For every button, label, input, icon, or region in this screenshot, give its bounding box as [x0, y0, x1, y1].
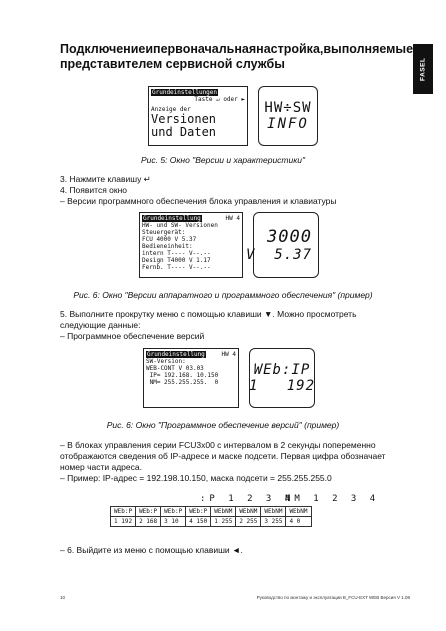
table-cell: 3 10	[161, 517, 186, 527]
table-cell: WEb:P	[161, 507, 186, 517]
title-word: настройка,	[256, 42, 324, 56]
instruction-line: – Пример: IP-адрес = 192.198.10.150, маска подсети = 255.255.255.0	[60, 473, 332, 483]
menu-lcd-display	[148, 86, 248, 146]
menu-lcd-display	[139, 212, 243, 278]
ip-table-header-ip: :P 1 2 3 4	[200, 494, 295, 504]
table-cell: 3 255	[261, 517, 286, 527]
segment-lcd-display	[245, 212, 319, 278]
menu-lcd-big-line: Versionen	[151, 112, 217, 126]
segment-lcd-line: HW÷SW	[264, 100, 312, 116]
instruction-block	[60, 309, 412, 342]
instruction-line: номер части адреса.	[60, 462, 142, 472]
menu-lcd-line: NM= 255.255.255. 0	[146, 379, 219, 386]
menu-lcd-header: Grundeinstellungen	[152, 89, 218, 96]
figure-caption: Рис. 6: Окно "Программное обеспечение версий" (пример)	[106, 420, 340, 430]
section-title	[60, 42, 414, 72]
menu-lcd-line: Steuergerät:	[142, 229, 186, 236]
figure-caption: Рис. 6: Окно "Версии аппаратного и программного обеспечения" (пример)	[73, 290, 373, 300]
segment-lcd-line: V 5.37	[245, 247, 312, 263]
table-cell: 1 192	[111, 517, 136, 527]
instruction-line: следующие данные:	[60, 320, 141, 330]
title-word: и	[145, 42, 154, 56]
table-cell: 2 255	[236, 517, 261, 527]
table-cell: WEbNM	[261, 507, 286, 517]
instruction-line: 5. Выполните прокрутку меню с помощью клавиши ▼. Можно просмотреть	[60, 309, 357, 319]
table-cell: 4 150	[186, 517, 211, 527]
segment-lcd-line: WEb:IP	[253, 362, 311, 378]
menu-lcd-header-right: HW 4	[221, 351, 236, 358]
brand-tab: FASEL	[413, 44, 433, 94]
title-line2: представителем сервисной службы	[60, 57, 285, 71]
instruction-line: 4. Появится окно	[60, 185, 128, 195]
segment-lcd-display	[258, 86, 318, 146]
figure-5	[148, 86, 318, 146]
menu-lcd-line: IP= 192.168. 10.150	[146, 372, 219, 379]
ip-mask-table	[110, 506, 312, 527]
menu-lcd-line: Taste ↵ oder ►	[194, 96, 245, 103]
menu-lcd-line: intern T---- V--.--	[142, 250, 211, 257]
instruction-line: – Версии программного обеспечения блока управления и клавиатуры	[60, 196, 337, 206]
title-word: первоначальная	[153, 42, 257, 56]
segment-lcd-line: INFO	[267, 116, 309, 132]
table-cell: WEbNM	[211, 507, 236, 517]
menu-lcd-header: Grundeinstellung	[143, 215, 201, 222]
table-cell: 1 255	[211, 517, 236, 527]
instruction-line: отображаются сведения об IP-адресе и маске подсети. Первая цифра обозначает	[60, 451, 386, 461]
instruction-line: – 6. Выйдите из меню с помощью клавиши ◄.	[60, 545, 243, 555]
menu-lcd-big-line: und Daten	[151, 125, 217, 139]
table-cell: 2 168	[136, 517, 161, 527]
instruction-line: – В блоках управления серии FCU3x00 с интервалом в 2 секунды попеременно	[60, 440, 376, 450]
table-cell: WEbNM	[286, 507, 311, 517]
segment-lcd-display	[249, 348, 315, 408]
table-cell: WEb:P	[136, 507, 161, 517]
menu-lcd-display	[143, 348, 239, 408]
figure-caption: Рис. 5: Окно "Версии и характеристики"	[140, 155, 306, 165]
menu-lcd-line: Design T4000 V 1.17	[142, 257, 211, 264]
table-row	[111, 507, 312, 517]
segment-lcd-line: 1 192	[249, 378, 316, 394]
menu-lcd-line: Anzeige der	[151, 106, 191, 113]
menu-lcd-line: HW- und SW- Versionen	[142, 222, 218, 229]
segment-lcd-line: 3000	[267, 227, 312, 247]
instruction-block	[60, 545, 412, 556]
menu-lcd-line: Bedieneinheit:	[142, 243, 193, 250]
page-footer	[60, 595, 410, 600]
ip-table-header-nm: NM 1 2 3 4	[285, 494, 380, 504]
menu-lcd-line: FCU 4000 V 5.37	[142, 236, 197, 243]
menu-lcd-line: Fernb. T---- V--.--	[142, 264, 211, 271]
table-cell: WEb:P	[186, 507, 211, 517]
table-cell: 4 0	[286, 517, 311, 527]
document-reference: Руководство по монтажу и эксплуатации B_FCU-EXT WEB Версия V 1.08	[256, 595, 410, 600]
page-number: 10	[60, 595, 66, 600]
table-cell: WEb:P	[111, 507, 136, 517]
table-cell: WEbNM	[236, 507, 261, 517]
instruction-line: – Программное обеспечение версий	[60, 331, 205, 341]
table-row	[111, 517, 312, 527]
menu-lcd-line: WEB-CONT V 03.03	[146, 365, 204, 372]
figure-6a	[139, 212, 319, 278]
figure-6b	[143, 348, 315, 408]
title-word: Подключение	[60, 42, 146, 56]
instruction-block	[60, 174, 412, 207]
title-word: выполняемые	[323, 42, 414, 56]
instruction-block	[60, 440, 412, 484]
menu-lcd-header: Grundeinstellung	[147, 351, 205, 358]
menu-lcd-header-right: HW 4	[225, 215, 240, 222]
instruction-line: 3. Нажмите клавишу ↵	[60, 174, 151, 184]
menu-lcd-line: SW-Version:	[146, 358, 186, 365]
